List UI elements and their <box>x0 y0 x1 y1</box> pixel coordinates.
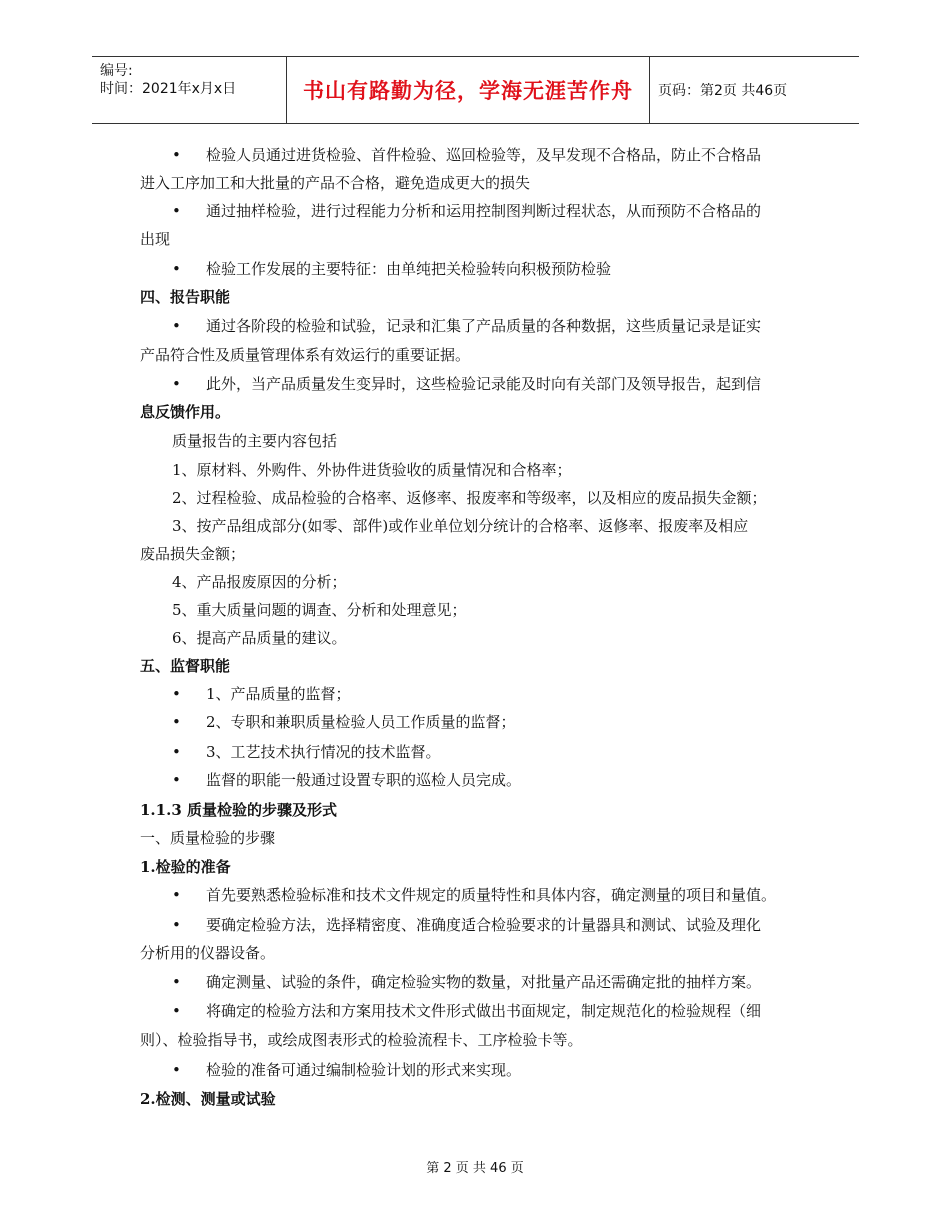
text-line: 质量报告的主要内容包括 <box>172 432 338 450</box>
line-text: 3、工艺技术执行情况的技术监督。 <box>206 743 441 761</box>
line-text: 通过各阶段的检验和试验，记录和汇集了产品质量的各种数据，这些质量记录是证实 <box>206 317 762 335</box>
text-line: 进入工序加工和大批量的产品不合格，避免造成更大的损失 <box>140 174 531 192</box>
text-line <box>172 201 761 221</box>
line-text: 2、专职和兼职质量检验人员工作质量的监督； <box>206 713 516 731</box>
text-line: 1、原材料、外购件、外协件进货验收的质量情况和合格率； <box>172 461 572 479</box>
text-line: 1.1.3 质量检验的步骤及形式 <box>140 801 337 819</box>
text-line <box>172 316 761 336</box>
text-line <box>172 742 441 762</box>
line-text: 首先要熟悉检验标准和技术文件规定的质量特性和具体内容，确定测量的项目和量值。 <box>206 886 777 904</box>
bullet-icon: • <box>172 260 181 278</box>
line-text: 检验工作发展的主要特征：由单纯把关检验转向积极预防检验 <box>206 260 612 278</box>
line-text: 要确定检验方法，选择精密度、准确度适合检验要求的计量器具和测试、试验及理化 <box>206 916 762 934</box>
bullet-icon: • <box>172 685 181 703</box>
text-line: 3、按产品组成部分(如零、部件)或作业单位划分统计的合格率、返修率、报废率及相应 <box>172 517 749 535</box>
text-line: 分析用的仪器设备。 <box>140 944 276 962</box>
text-line: 出现 <box>140 230 171 248</box>
text-line <box>172 145 761 165</box>
text-line: 废品损失金额； <box>140 545 246 563</box>
text-line: 四、报告职能 <box>140 288 231 306</box>
text-line: 6、提高产品质量的建议。 <box>172 629 347 647</box>
line-text: 确定测量、试验的条件，确定检验实物的数量，对批量产品还需确定批的抽样方案。 <box>206 973 762 991</box>
header-motto-cell <box>287 57 650 123</box>
bullet-icon: • <box>172 202 181 220</box>
bullet-icon: • <box>172 886 181 904</box>
bullet-icon: • <box>172 771 181 789</box>
bullet-icon: • <box>172 317 181 335</box>
text-line: 则）、检验指导书，或绘成图表形式的检验流程卡、工序检验卡等。 <box>140 1031 583 1049</box>
text-line <box>172 259 611 279</box>
line-text: 检验人员通过进货检验、首件检验、巡回检验等，及早发现不合格品，防止不合格品 <box>206 146 762 164</box>
bullet-icon: • <box>172 973 181 991</box>
text-line: 息反馈作用。 <box>140 403 231 421</box>
text-line <box>172 770 521 790</box>
header-meta-cell <box>92 57 287 123</box>
text-line: 产品符合性及质量管理体系有效运行的重要证据。 <box>140 346 471 364</box>
bullet-icon: • <box>172 1061 181 1079</box>
bullet-icon: • <box>172 743 181 761</box>
text-line <box>172 1060 521 1080</box>
line-text: 1、产品质量的监督； <box>206 685 351 703</box>
text-line: 4、产品报废原因的分析； <box>172 573 347 591</box>
page-number-info: 页码：第2页 共46页 <box>658 83 788 99</box>
text-line <box>172 885 776 905</box>
line-text: 检验的准备可通过编制检验计划的形式来实现。 <box>206 1061 522 1079</box>
line-text: 通过抽样检验，进行过程能力分析和运用控制图判断过程状态，从而预防不合格品的 <box>206 202 762 220</box>
document-date-label: 时间：2021年x月x日 <box>100 81 237 97</box>
page-header <box>92 56 859 124</box>
text-line <box>172 684 351 704</box>
document-number-label: 编号: <box>100 63 133 79</box>
bullet-icon: • <box>172 1002 181 1020</box>
bullet-icon: • <box>172 713 181 731</box>
text-line: 一、质量检验的步骤 <box>140 829 276 847</box>
bullet-icon: • <box>172 916 181 934</box>
header-page-cell <box>650 57 859 123</box>
text-line <box>172 374 761 394</box>
line-text: 此外，当产品质量发生变异时，这些检验记录能及时向有关部门及领导报告，起到信 <box>206 375 762 393</box>
bullet-icon: • <box>172 375 181 393</box>
text-line <box>172 915 761 935</box>
line-text: 将确定的检验方法和方案用技术文件形式做出书面规定，制定规范化的检验规程（细 <box>206 1002 762 1020</box>
text-line: 2.检测、测量或试验 <box>140 1090 276 1108</box>
text-line: 5、重大质量问题的调查、分析和处理意见； <box>172 601 467 619</box>
motto-text: 书山有路勤为径，学海无涯苦作舟 <box>303 79 633 103</box>
bullet-icon: • <box>172 146 181 164</box>
text-line: 五、监督职能 <box>140 657 231 675</box>
text-line: 2、过程检验、成品检验的合格率、返修率、报废率和等级率，以及相应的废品损失金额； <box>172 489 767 507</box>
text-line <box>172 972 761 992</box>
line-text: 监督的职能一般通过设置专职的巡检人员完成。 <box>206 771 522 789</box>
page-footer: 第 2 页 共 46 页 <box>426 1161 524 1176</box>
text-line <box>172 1001 761 1021</box>
text-line: 1.检验的准备 <box>140 858 231 876</box>
text-line <box>172 712 516 732</box>
